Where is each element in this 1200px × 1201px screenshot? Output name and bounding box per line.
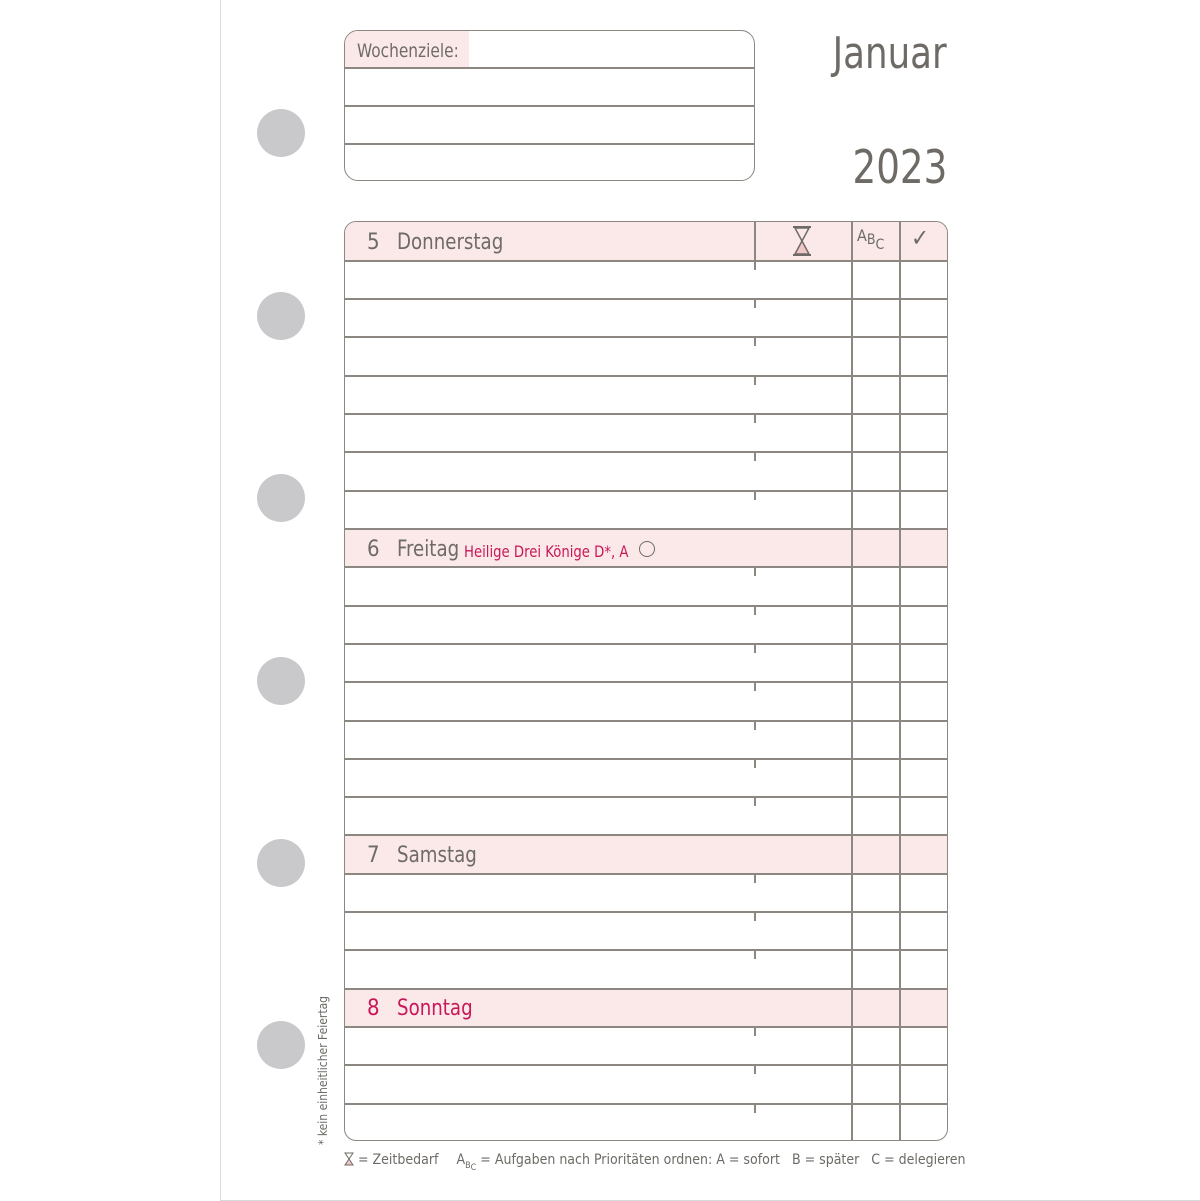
day-name: Samstag <box>397 843 477 868</box>
month-title: Januar <box>833 28 947 79</box>
legend-time: = Zeitbedarf <box>358 1152 439 1168</box>
punch-hole <box>257 1021 305 1069</box>
punch-hole <box>257 657 305 705</box>
punch-hole <box>257 839 305 887</box>
day-number: 5 <box>367 230 380 255</box>
day-number: 7 <box>367 843 380 868</box>
punch-hole <box>257 474 305 522</box>
legend-b: B = später <box>791 1152 860 1168</box>
weekly-goals-label: Wochenziele: <box>357 40 459 62</box>
day-grid <box>344 221 948 1141</box>
full-moon-icon <box>639 541 655 557</box>
day-number: 6 <box>367 537 380 562</box>
punch-hole <box>257 109 305 157</box>
weekly-goals-box <box>344 30 755 181</box>
goal-line[interactable] <box>345 105 754 107</box>
holiday-footnote: * kein einheitlicher Feiertag <box>316 995 330 1145</box>
punch-hole <box>257 292 305 340</box>
day-name: Donnerstag <box>397 230 504 255</box>
legend <box>344 1152 966 1173</box>
goal-line[interactable] <box>345 143 754 145</box>
day-name: Freitag <box>397 537 460 562</box>
legend-priorities: = Aufgaben nach Prioritäten ordnen: A = sofort <box>480 1152 780 1168</box>
year-title: 2023 <box>852 140 947 194</box>
hourglass-icon <box>344 1152 354 1166</box>
legend-abc-icon: $A_{BC}$ <box>456 1152 477 1173</box>
hourglass-icon <box>791 225 813 257</box>
holiday-label: Heilige Drei Könige D*, A <box>464 542 629 561</box>
day-number: 8 <box>367 996 380 1021</box>
priority-column-header: $A_{BC}$ <box>857 226 885 253</box>
legend-c: C = delegieren <box>871 1152 966 1168</box>
goal-line[interactable] <box>345 67 754 69</box>
done-column-header: ✓ <box>911 224 930 252</box>
day-name: Sonntag <box>397 996 473 1021</box>
